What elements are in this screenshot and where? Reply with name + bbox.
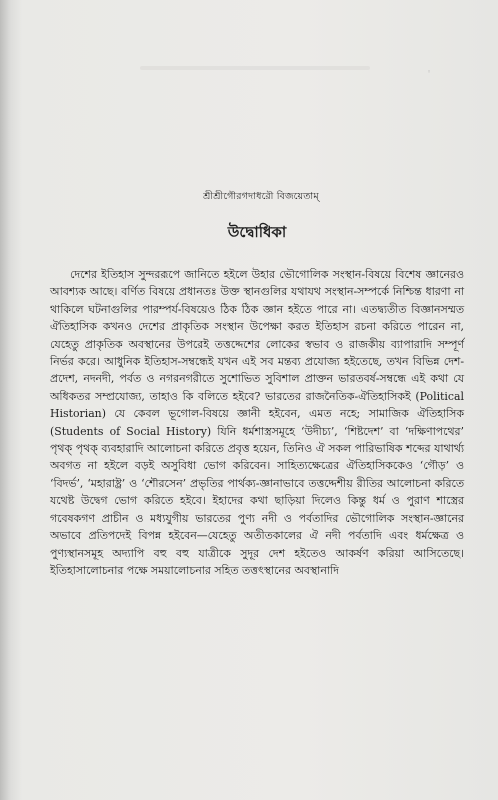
margin-mark: ◦	[427, 68, 432, 76]
body-paragraph: দেশের ইতিহাস সুন্দররূপে জানিতে হইলে উহার ভৌগোলিক সংস্থান-বিষয়ে বিশেষ জ্ঞানেরও আবশ্যক আছে। বর্ণিত বিষয়ে প্রধানতঃ উক্ত স্থানগুলির যথাযথ সংস্থান-সম্পর্কে নিশ্চিন্ত ধারণা না থাকিলে ঘটনাগুলির পারম্পর্য-বিষয়েও ঠিক ঠিক জ্ঞান হইতে পারে না। এতদ্ব্যতীত বিজ্ঞানসম্মত ঐতিহাসিক কখনও দেশের প্রাকৃতিক সংস্থান উপেক্ষা করত ইতিহাস রচনা করিতে পারেন না, যেহেতু প্রাকৃতিক অবস্থানের উপরেই তত্তদ্দেশের লোকের স্বভাব ও রাজকীয় ব্যাপারাদি সম্পূর্ণ নির্ভর করে। আধুনিক ইতিহাস-সম্বন্ধেই যখন এই সব মন্তব্য প্রযোজ্য হইতেছে, তখন বিভিন্ন দেশ-প্রদেশ, নদনদী, পর্বত ও নগরনগরীতে সুশোভিত সুবিশাল প্রাক্তন ভারতবর্ষ-সম্বন্ধে এই কথা যে অধিকতর সম্প্রযোজ্য, তাহাও কি বলিতে হইবে? ভারতের রাজনৈতিক-ঐতিহাসিকই (Political Historian) যে কেবল ভূগোল-বিষয়ে জ্ঞানী হইবেন, এমত নহে; সামাজিক ঐতিহাসিক (Students of Social History) যিনি ধর্মশাস্ত্রসমূহে ‘উদীচ্য’, ‘শিষ্টদেশ’ বা ‘দক্ষিণাপথের’ পৃথক্ পৃথক্ ব্যবহারাদি আলোচনা করিতে প্রবৃত্ত হয়েন, তিনিও ঐ সকল পারিভাষিক শব্দের যাথার্থ্য অবগত না হইলে বড়ই অসুবিধা ভোগ করিবেন। সাহিত্যক্ষেত্রের ঐতিহাসিককেও ‘গৌড়’ ও ‘বিদর্ভ’, ‘মহারাষ্ট্র’ ও ‘শৌরসেন’ প্রভৃতির পার্থক্য-জ্ঞানাভাবে তত্তদ্দেশীয় রীতির আলোচনা করিতে যথেষ্ট উদ্বেগ ভোগ করিতে হইবে। ইহাদের কথা ছাড়িয়া দিলেও কিন্তু ধর্ম ও পুরাণ শাস্ত্রের গবেষকগণ প্রাচীন ও মধ্যযুগীয় ভারতের পুণ্য নদী ও পর্বতাদির ভৌগোলিক সংস্থান-জ্ঞানের অভাবে প্রতিপদেই বিপন্ন হইবেন—যেহেতু অতীতকালের ঐ নদী পর্বতাদি এবং ধর্মক্ষেত্র ও পুণ্যস্থানসমূহ অদ্যাপি বহু বহু যাত্রীকে সুদূর দেশ হইতেও আকর্ষণ করিয়া আসিতেছে। ইতিহাসালোচনার পক্ষে সময়ালোচনার সহিত তত্তৎস্থানের অবস্থানাদি	[50, 268, 464, 577]
invocation-line: শ্রীশ্রীগৌরগদাধরৌ বিজয়েতাম্	[203, 191, 319, 202]
page-heading: উদ্বোধিকা	[227, 223, 287, 241]
bleed-through-mark	[140, 66, 370, 70]
page-content	[50, 168, 464, 579]
